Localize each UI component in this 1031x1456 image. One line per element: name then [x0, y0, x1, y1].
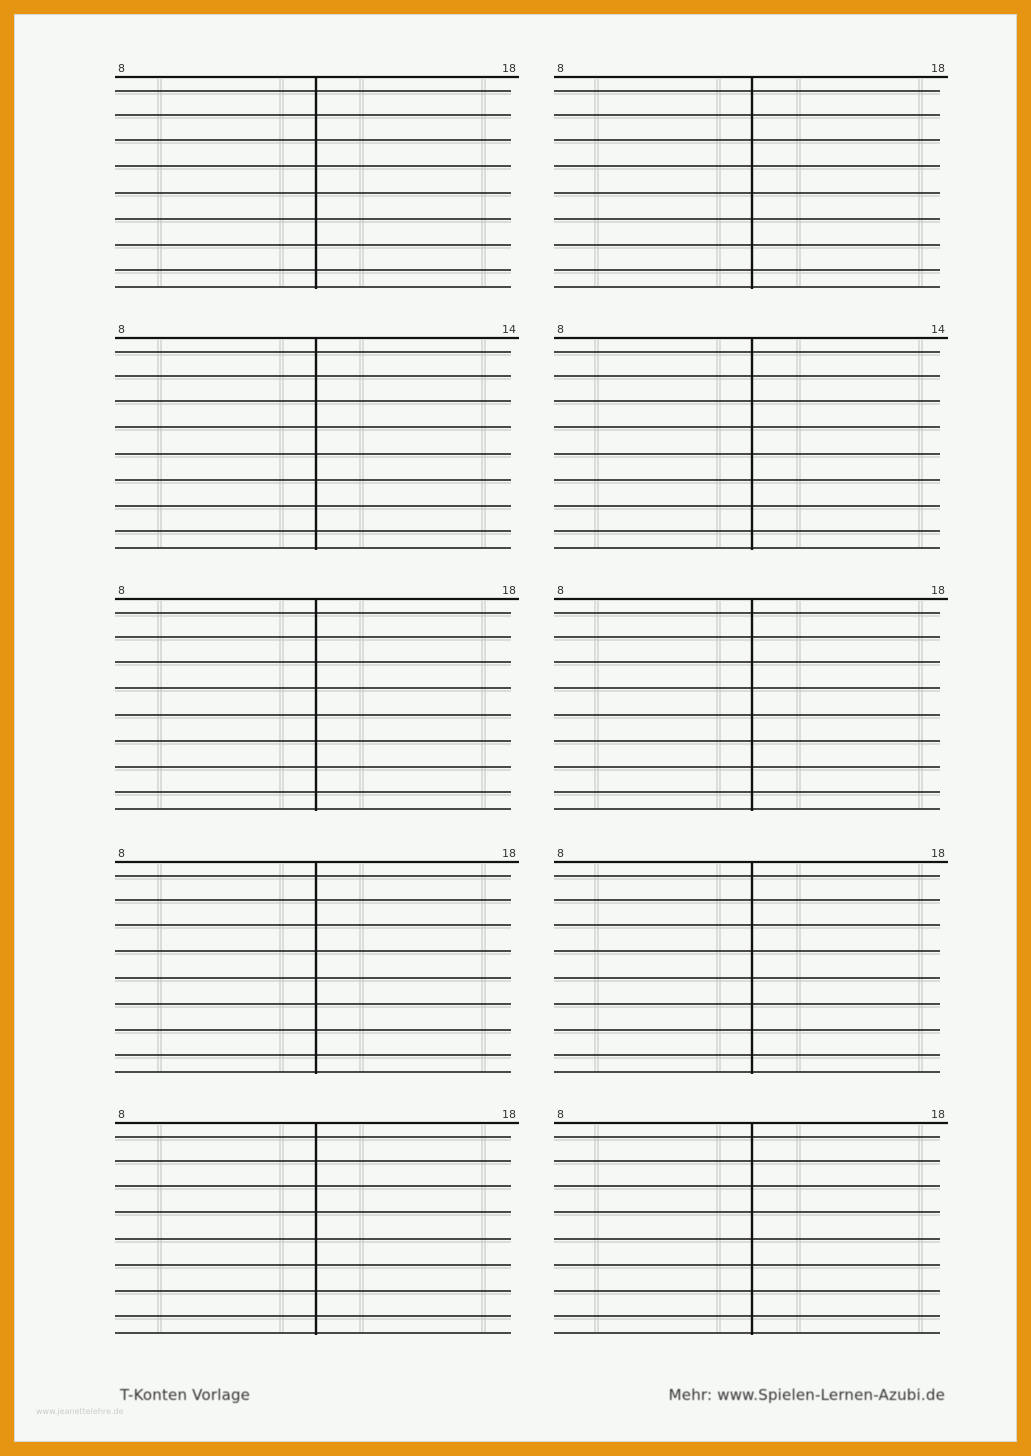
account-right-label: 18: [502, 847, 516, 860]
account-left-label: 8: [557, 1108, 564, 1121]
account-right-label: 14: [502, 323, 516, 336]
account-left-label: 8: [118, 584, 125, 597]
account-left-label: 8: [557, 584, 564, 597]
account-right-label: 18: [931, 1108, 945, 1121]
watermark-text: www.jeanettelehre.de: [36, 1407, 124, 1416]
footer-website: Mehr: www.Spielen-Lernen-Azubi.de: [668, 1386, 945, 1404]
account-left-label: 8: [557, 847, 564, 860]
account-right-label: 18: [502, 1108, 516, 1121]
account-left-label: 8: [118, 1108, 125, 1121]
account-right-label: 18: [502, 584, 516, 597]
account-left-label: 8: [118, 62, 125, 75]
account-right-label: 18: [931, 62, 945, 75]
t-account-sheet: [14, 14, 1017, 1442]
account-right-label: 18: [502, 62, 516, 75]
template-page: [14, 14, 1017, 1442]
footer-title: T-Konten Vorlage: [120, 1386, 251, 1404]
account-left-label: 8: [557, 62, 564, 75]
account-right-label: 18: [931, 584, 945, 597]
account-left-label: 8: [118, 847, 125, 860]
account-left-label: 8: [557, 323, 564, 336]
account-right-label: 18: [931, 847, 945, 860]
account-right-label: 14: [931, 323, 945, 336]
account-left-label: 8: [118, 323, 125, 336]
